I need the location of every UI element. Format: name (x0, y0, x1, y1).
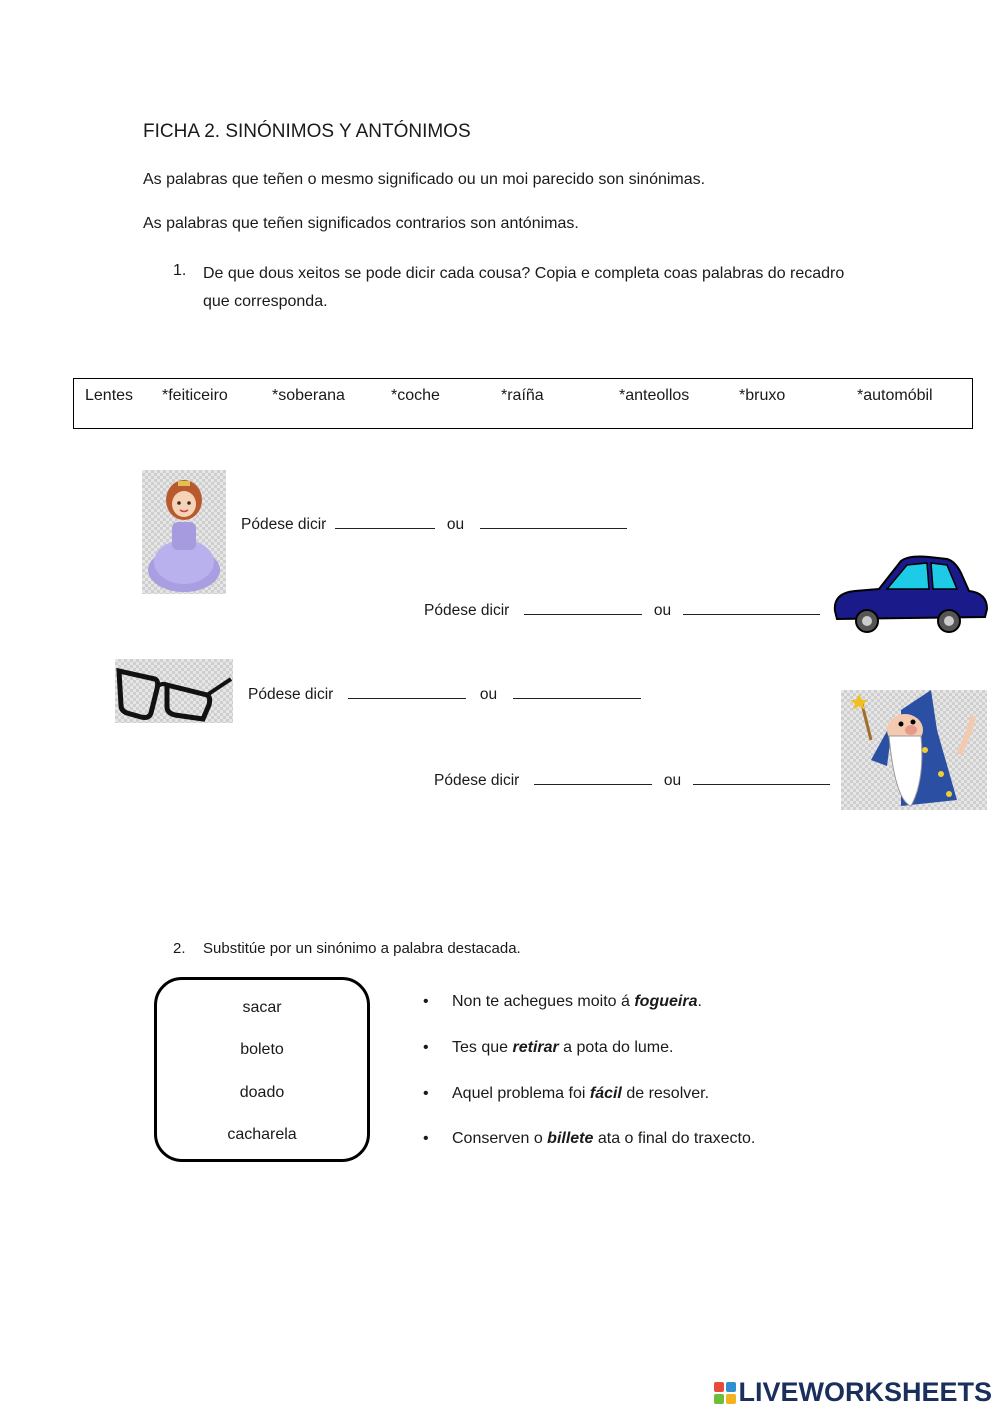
exercise-prompt: Pódese dicir (248, 686, 334, 703)
exercise-connector: ou (653, 602, 672, 619)
answer-blank[interactable] (348, 684, 466, 699)
sentence-2 (423, 1039, 673, 1057)
word-bank-item: *soberana (272, 387, 345, 404)
exercise-row-2 (424, 600, 820, 620)
synonym-word: sacar (242, 999, 282, 1016)
sentence-text: ata o final do traxecto. (593, 1130, 756, 1147)
word-bank-item: *raíña (501, 387, 544, 404)
sentence-4 (423, 1130, 755, 1148)
answer-blank[interactable] (513, 684, 641, 699)
word-bank (73, 378, 973, 429)
car-image (829, 553, 991, 639)
bullet-icon: • (423, 1085, 429, 1102)
answer-blank[interactable] (683, 600, 820, 615)
word-bank-item: *feiticeiro (162, 387, 228, 404)
sentence-text: . (697, 993, 702, 1010)
question-2-number: 2. (173, 940, 186, 957)
word-bank-item: *automóbil (857, 387, 933, 404)
intro-synonyms: As palabras que teñen o mesmo significado ou un moi parecido son sinónimas. (143, 171, 706, 188)
answer-blank[interactable] (693, 770, 830, 785)
sentence-text: de resolver. (621, 1085, 710, 1102)
word-bank-item: Lentes (85, 387, 134, 404)
highlighted-word: retirar (512, 1039, 559, 1056)
glasses-image (115, 659, 233, 723)
question-1-number: 1. (173, 262, 187, 279)
exercise-connector: ou (479, 686, 498, 703)
sentence-1 (423, 993, 702, 1011)
question-1-text: De que dous xeitos se pode dicir cada cousa? Copia e completa coas palabras do recadro que corresponda. (203, 265, 845, 310)
logo-mark-icon (714, 1382, 736, 1404)
sentence-text: Aquel problema foi (452, 1085, 590, 1102)
page-title: FICHA 2. SINÓNIMOS Y ANTÓNIMOS (143, 121, 471, 142)
princess-image (142, 470, 226, 594)
word-bank-item: *anteollos (619, 387, 690, 404)
sentence-3 (423, 1085, 709, 1103)
sentence-text: Tes que (452, 1039, 513, 1056)
exercise-prompt: Pódese dicir (241, 516, 327, 533)
bullet-icon: • (423, 1130, 429, 1147)
answer-blank[interactable] (534, 770, 652, 785)
answer-blank[interactable] (524, 600, 642, 615)
exercise-row-1 (241, 514, 627, 534)
highlighted-word: fogueira (634, 993, 698, 1010)
word-bank-item: *bruxo (739, 387, 786, 404)
synonym-word: doado (239, 1084, 285, 1101)
exercise-row-3 (248, 684, 641, 704)
intro-antonyms: As palabras que teñen significados contrarios son antónimas. (143, 215, 579, 232)
exercise-row-4 (434, 770, 830, 790)
liveworksheets-logo (714, 1377, 992, 1408)
synonym-box (154, 977, 370, 1162)
highlighted-word: billete (547, 1130, 594, 1147)
sentence-text: Conserven o (452, 1130, 548, 1147)
synonym-word: boleto (240, 1041, 284, 1058)
exercise-prompt: Pódese dicir (434, 772, 520, 789)
bullet-icon: • (423, 993, 429, 1010)
synonym-word: cacharela (227, 1126, 297, 1143)
answer-blank[interactable] (480, 514, 627, 529)
word-bank-item: *coche (391, 387, 440, 404)
exercise-prompt: Pódese dicir (424, 602, 510, 619)
exercise-connector: ou (663, 772, 682, 789)
logo-text: LIVEWORKSHEETS (738, 1377, 992, 1407)
highlighted-word: fácil (589, 1085, 622, 1102)
bullet-icon: • (423, 1039, 429, 1056)
question-2-text: Substitúe por un sinónimo a palabra destacada. (203, 940, 521, 957)
sentence-text: Non te achegues moito á (452, 993, 635, 1010)
exercise-connector: ou (446, 516, 465, 533)
sentence-text: a pota do lume. (558, 1039, 674, 1056)
answer-blank[interactable] (335, 514, 435, 529)
wizard-image (841, 690, 987, 810)
